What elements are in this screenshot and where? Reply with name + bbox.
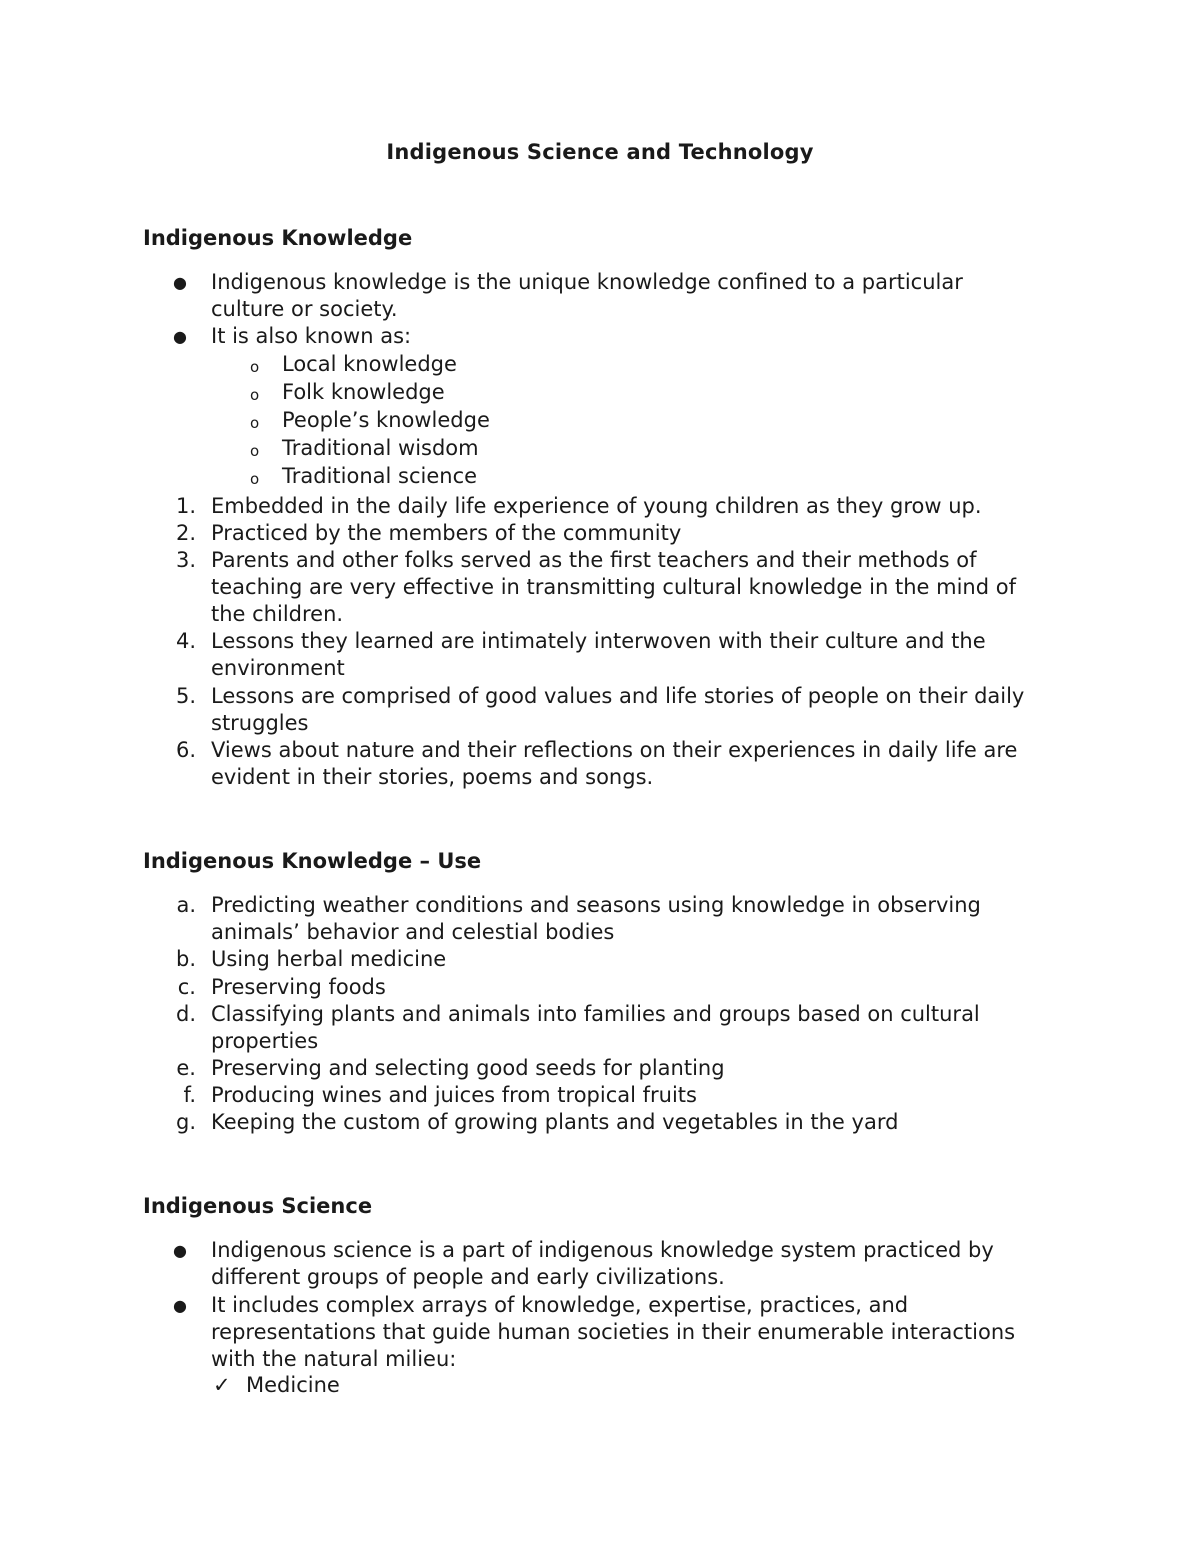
document-title: Indigenous Science and Technology xyxy=(386,140,814,164)
list-number: 6. xyxy=(175,738,196,762)
list-item-text: Classifying plants and animals into families and groups based on cultural xyxy=(211,1002,980,1026)
list-item-text: the children. xyxy=(211,602,344,626)
list-number: 3. xyxy=(175,548,196,572)
check-icon: ✓ xyxy=(213,1373,231,1397)
list-number: 5. xyxy=(175,684,196,708)
list-item-text: struggles xyxy=(211,711,309,735)
list-number: 4. xyxy=(175,629,196,653)
list-item-text: animals’ behavior and celestial bodies xyxy=(211,920,615,944)
list-item-text: Embedded in the daily life experience of young children as they grow up. xyxy=(211,494,982,518)
list-item-text: It includes complex arrays of knowledge, expertise, practices, and xyxy=(211,1293,909,1317)
list-item-text: Preserving foods xyxy=(211,975,386,999)
sub-bullet-marker: o xyxy=(250,414,260,432)
check-list-item: Medicine xyxy=(246,1373,340,1397)
list-number: 2. xyxy=(175,521,196,545)
list-item-text: teaching are very effective in transmitting cultural knowledge in the mind of xyxy=(211,575,1016,599)
section-heading-knowledge-use: Indigenous Knowledge – Use xyxy=(143,849,482,873)
section-heading-indigenous-knowledge: Indigenous Knowledge xyxy=(143,226,413,250)
list-item-text: Lessons are comprised of good values and life stories of people on their daily xyxy=(211,684,1025,708)
list-item-text: Producing wines and juices from tropical fruits xyxy=(211,1083,697,1107)
list-letter: b. xyxy=(175,947,196,971)
bullet-marker: ● xyxy=(173,1241,187,1260)
list-item-text: different groups of people and early civilizations. xyxy=(211,1265,725,1289)
list-letter: d. xyxy=(175,1002,196,1026)
list-item-text: Lessons they learned are intimately interwoven with their culture and the xyxy=(211,629,986,653)
list-item-text: environment xyxy=(211,656,345,680)
sub-bullet-marker: o xyxy=(250,442,260,460)
list-item-text: Preserving and selecting good seeds for planting xyxy=(211,1056,725,1080)
list-item-text: Predicting weather conditions and seasons using knowledge in observing xyxy=(211,893,981,917)
list-item-text: It is also known as: xyxy=(211,324,412,348)
sub-list-item: Local knowledge xyxy=(282,352,457,376)
list-item-text: representations that guide human societies in their enumerable interactions xyxy=(211,1320,1016,1344)
list-item-text: properties xyxy=(211,1029,319,1053)
bullet-marker: ● xyxy=(173,273,187,292)
list-number: 1. xyxy=(175,494,196,518)
list-item-text: Views about nature and their reflections on their experiences in daily life are xyxy=(211,738,1018,762)
sub-list-item: Folk knowledge xyxy=(282,380,445,404)
list-letter: c. xyxy=(177,975,196,999)
list-item-text: Practiced by the members of the community xyxy=(211,521,682,545)
list-item-text: Indigenous science is a part of indigenous knowledge system practiced by xyxy=(211,1238,994,1262)
sub-bullet-marker: o xyxy=(250,386,260,404)
bullet-marker: ● xyxy=(173,1296,187,1315)
list-item-text: Parents and other folks served as the first teachers and their methods of xyxy=(211,548,977,572)
list-item-text: Indigenous knowledge is the unique knowledge confined to a particular xyxy=(211,270,963,294)
sub-bullet-marker: o xyxy=(250,470,260,488)
list-letter: a. xyxy=(176,893,196,917)
sub-list-item: Traditional science xyxy=(282,464,478,488)
list-item-text: with the natural milieu: xyxy=(211,1347,457,1371)
section-heading-indigenous-science: Indigenous Science xyxy=(143,1194,373,1218)
sub-list-item: Traditional wisdom xyxy=(282,436,479,460)
list-item-text: Keeping the custom of growing plants and vegetables in the yard xyxy=(211,1110,899,1134)
list-item-text: Using herbal medicine xyxy=(211,947,447,971)
list-letter: e. xyxy=(176,1056,196,1080)
list-letter: g. xyxy=(175,1110,196,1134)
list-item-text: evident in their stories, poems and songs. xyxy=(211,765,654,789)
sub-bullet-marker: o xyxy=(250,358,260,376)
list-letter: f. xyxy=(183,1083,196,1107)
bullet-marker: ● xyxy=(173,327,187,346)
list-item-text: culture or society. xyxy=(211,297,398,321)
sub-list-item: People’s knowledge xyxy=(282,408,490,432)
